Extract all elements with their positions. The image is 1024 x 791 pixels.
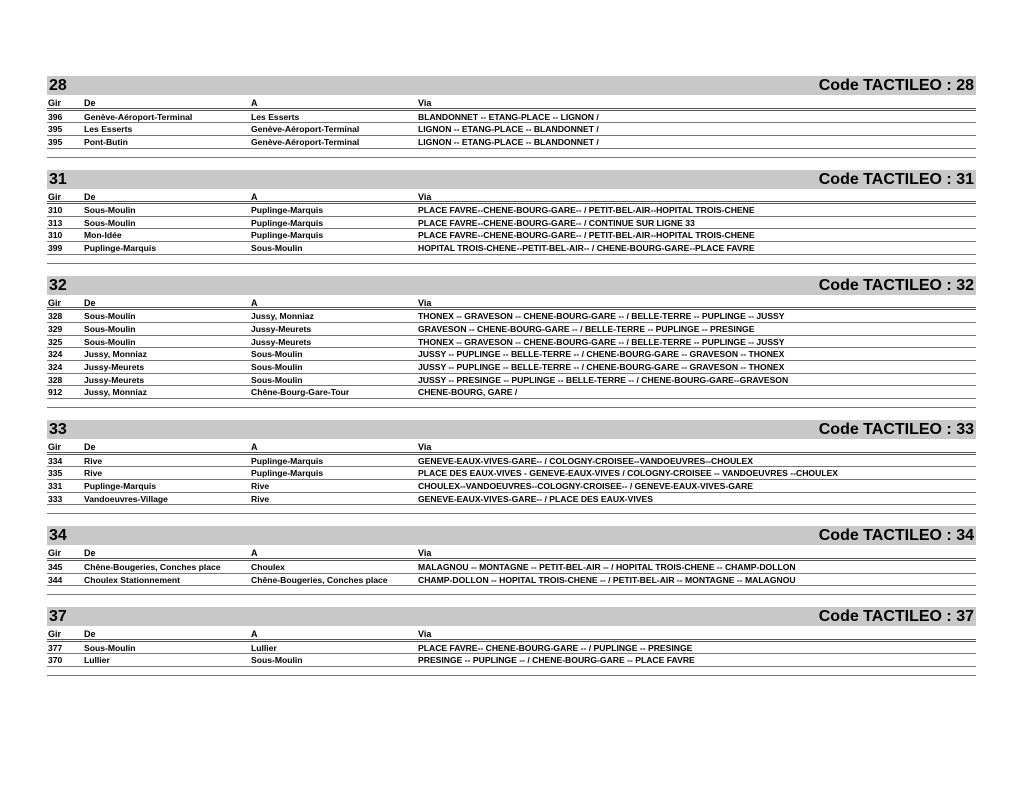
column-header-via: Via (418, 191, 432, 202)
cell-de: Sous-Moulin (84, 217, 136, 228)
cell-a: Puplinge-Marquis (251, 217, 324, 228)
column-header-a: A (251, 548, 258, 559)
cell-gir: 324 (48, 349, 63, 360)
section-divider (47, 667, 976, 676)
column-header-de: De (84, 442, 96, 453)
cell-via: LIGNON -- ETANG-PLACE -- BLANDONNET / (418, 124, 599, 135)
cell-gir: 310 (48, 205, 63, 216)
column-header-gir: Gir (48, 297, 62, 308)
table-header-row (47, 628, 976, 642)
table-row (47, 229, 976, 242)
cell-gir: 313 (48, 217, 63, 228)
cell-a: Puplinge-Marquis (251, 455, 324, 466)
column-header-a: A (251, 297, 258, 308)
column-header-de: De (84, 191, 96, 202)
cell-via: PLACE FAVRE--CHENE-BOURG-GARE-- / CONTINUE SUR LIGNE 33 (418, 217, 695, 228)
line-number: 34 (49, 527, 67, 545)
table-header-row (47, 191, 976, 205)
route-sections (47, 76, 976, 676)
cell-via: CHOULEX--VANDOEUVRES--COLOGNY-CROISEE-- / GENEVE-EAUX-VIVES-GARE (418, 481, 754, 491)
cell-de: Puplinge-Marquis (84, 243, 157, 254)
table-header-row (47, 97, 976, 111)
table-row (47, 561, 976, 574)
line-section (47, 420, 976, 514)
cell-a: Les Esserts (251, 111, 300, 122)
table-row (47, 136, 976, 149)
line-number: 33 (49, 421, 67, 439)
tactileo-code-title: Code TACTILEO : 31 (818, 170, 974, 188)
cell-via: CHAMP-DOLLON -- HOPITAL TROIS-CHENE -- / PETIT-BEL-AIR -- MONTAGNE -- MALAGNOU (418, 574, 796, 585)
table-header-row (47, 441, 976, 455)
cell-via: PLACE FAVRE--CHENE-BOURG-GARE-- / PETIT-BEL-AIR--HOPITAL TROIS-CHENE (418, 205, 755, 216)
table-row (47, 574, 976, 587)
cell-gir: 334 (48, 455, 63, 466)
cell-a: Jussy-Meurets (251, 324, 312, 334)
line-number: 37 (49, 608, 67, 626)
cell-de: Choulex Stationnement (84, 574, 180, 585)
cell-gir: 912 (48, 387, 63, 398)
cell-de: Jussy, Monniaz (84, 349, 147, 360)
table-row (47, 386, 976, 399)
table-row (47, 493, 976, 506)
cell-gir: 328 (48, 311, 63, 322)
cell-via: MALAGNOU -- MONTAGNE -- PETIT-BEL-AIR -- / HOPITAL TROIS-CHENE -- CHAMP-DOLLON (418, 561, 796, 572)
cell-de: Pont-Butin (84, 136, 128, 147)
column-header-a: A (251, 191, 258, 202)
column-header-via: Via (418, 98, 432, 108)
cell-via: GRAVESON -- CHENE-BOURG-GARE -- / BELLE-TERRE -- PUPLINGE -- PRESINGE (418, 324, 755, 334)
column-header-gir: Gir (48, 548, 62, 559)
table-row (47, 348, 976, 361)
tactileo-code-title: Code TACTILEO : 33 (818, 421, 974, 439)
cell-a: Genève-Aéroport-Terminal (251, 124, 360, 135)
section-header-band (47, 420, 976, 439)
cell-via: PLACE FAVRE-- CHENE-BOURG-GARE -- / PUPLINGE -- PRESINGE (418, 642, 693, 653)
section-divider (47, 586, 976, 595)
cell-gir: 399 (48, 243, 63, 254)
cell-de: Sous-Moulin (84, 642, 136, 653)
table-row (47, 323, 976, 336)
table-header-row (47, 297, 976, 311)
cell-via: JUSSY -- PRESINGE -- PUPLINGE -- BELLE-TERRE -- / CHENE-BOURG-GARE--GRAVESON (418, 374, 789, 385)
cell-a: Sous-Moulin (251, 349, 303, 360)
line-number: 32 (49, 276, 67, 294)
cell-gir: 395 (48, 124, 63, 135)
line-section (47, 76, 976, 158)
cell-de: Jussy-Meurets (84, 362, 145, 373)
section-divider (47, 399, 976, 408)
cell-de: Rive (84, 455, 103, 466)
column-header-de: De (84, 297, 96, 308)
cell-gir: 333 (48, 493, 63, 504)
cell-de: Sous-Moulin (84, 205, 136, 216)
column-header-via: Via (418, 548, 432, 559)
cell-a: Chêne-Bougeries, Conches place (251, 574, 388, 585)
cell-gir: 370 (48, 655, 63, 666)
section-header-band (47, 526, 976, 545)
table-row (47, 204, 976, 217)
cell-via: JUSSY -- PUPLINGE -- BELLE-TERRE -- / CHENE-BOURG-GARE -- GRAVESON -- THONEX (418, 362, 785, 373)
line-section (47, 276, 976, 408)
tactileo-code-title: Code TACTILEO : 37 (818, 608, 974, 626)
cell-via: THONEX -- GRAVESON -- CHENE-BOURG-GARE -- / BELLE-TERRE -- PUPLINGE -- JUSSY (418, 311, 785, 322)
cell-a: Rive (251, 481, 270, 491)
table-row (47, 123, 976, 136)
cell-via: THONEX -- GRAVESON -- CHENE-BOURG-GARE -- / BELLE-TERRE -- PUPLINGE -- JUSSY (418, 336, 785, 347)
cell-gir: 395 (48, 136, 63, 147)
cell-a: Sous-Moulin (251, 362, 303, 373)
section-divider (47, 255, 976, 264)
table-row (47, 480, 976, 493)
cell-de: Genève-Aéroport-Terminal (84, 111, 193, 122)
tactileo-code-title: Code TACTILEO : 32 (818, 276, 974, 294)
cell-de: Chêne-Bougeries, Conches place (84, 561, 221, 572)
tactileo-code-title: Code TACTILEO : 34 (818, 527, 974, 545)
cell-via: JUSSY -- PUPLINGE -- BELLE-TERRE -- / CHENE-BOURG-GARE -- GRAVESON -- THONEX (418, 349, 785, 360)
cell-de: Sous-Moulin (84, 311, 136, 322)
table-row (47, 310, 976, 323)
column-header-de: De (84, 548, 96, 559)
cell-via: GENEVE-EAUX-VIVES-GARE-- / COLOGNY-CROISEE--VANDOEUVRES--CHOULEX (418, 455, 754, 466)
table-row (47, 374, 976, 387)
column-header-gir: Gir (48, 191, 62, 202)
cell-via: PRESINGE -- PUPLINGE -- / CHENE-BOURG-GARE -- PLACE FAVRE (418, 655, 695, 666)
cell-de: Sous-Moulin (84, 336, 136, 347)
cell-via: PLACE DES EAUX-VIVES - GENEVE-EAUX-VIVES / COLOGNY-CROISEE -- VANDOEUVRES --CHOULEX (418, 468, 839, 479)
cell-via: CHENE-BOURG, GARE / (418, 387, 518, 398)
cell-de: Vandoeuvres-Village (84, 493, 168, 504)
column-header-a: A (251, 442, 258, 453)
table-row (47, 361, 976, 374)
cell-gir: 328 (48, 374, 63, 385)
cell-a: Sous-Moulin (251, 374, 303, 385)
section-divider (47, 505, 976, 514)
section-header-band (47, 170, 976, 189)
section-header-band (47, 607, 976, 626)
cell-de: Les Esserts (84, 124, 133, 135)
tactileo-code-title: Code TACTILEO : 28 (818, 77, 974, 94)
table-row (47, 242, 976, 255)
cell-gir: 344 (48, 574, 63, 585)
cell-a: Lullier (251, 642, 277, 653)
cell-a: Jussy, Monniaz (251, 311, 314, 322)
cell-de: Jussy, Monniaz (84, 387, 147, 398)
cell-via: HOPITAL TROIS-CHENE--PETIT-BEL-AIR-- / CHENE-BOURG-GARE--PLACE FAVRE (418, 243, 755, 254)
cell-a: Jussy-Meurets (251, 336, 312, 347)
cell-via: GENEVE-EAUX-VIVES-GARE-- / PLACE DES EAUX-VIVES (418, 493, 653, 504)
cell-a: Puplinge-Marquis (251, 230, 324, 241)
cell-de: Mon-Idée (84, 230, 122, 241)
column-header-a: A (251, 629, 258, 640)
line-section (47, 526, 976, 595)
table-row (47, 654, 976, 667)
cell-gir: 335 (48, 468, 63, 479)
cell-gir: 329 (48, 324, 63, 334)
cell-de: Puplinge-Marquis (84, 481, 157, 491)
column-header-a: A (251, 98, 258, 108)
cell-gir: 377 (48, 642, 63, 653)
column-header-gir: Gir (48, 98, 62, 108)
cell-a: Chêne-Bourg-Gare-Tour (251, 387, 350, 398)
column-header-gir: Gir (48, 442, 62, 453)
line-number: 28 (49, 77, 67, 94)
cell-a: Choulex (251, 561, 285, 572)
column-header-de: De (84, 98, 96, 108)
cell-gir: 324 (48, 362, 63, 373)
cell-de: Jussy-Meurets (84, 374, 145, 385)
cell-a: Puplinge-Marquis (251, 468, 324, 479)
cell-via: BLANDONNET -- ETANG-PLACE -- LIGNON / (418, 111, 599, 122)
table-row (47, 217, 976, 230)
column-header-gir: Gir (48, 629, 62, 640)
cell-a: Puplinge-Marquis (251, 205, 324, 216)
table-row (47, 455, 976, 468)
cell-via: LIGNON -- ETANG-PLACE -- BLANDONNET / (418, 136, 599, 147)
cell-gir: 396 (48, 111, 63, 122)
section-divider (47, 149, 976, 158)
cell-de: Rive (84, 468, 103, 479)
table-header-row (47, 547, 976, 561)
line-section (47, 170, 976, 264)
table-row (47, 642, 976, 655)
column-header-via: Via (418, 442, 432, 453)
line-section (47, 607, 976, 676)
table-row (47, 111, 976, 124)
cell-de: Lullier (84, 655, 110, 666)
section-header-band (47, 76, 976, 95)
cell-via: PLACE FAVRE--CHENE-BOURG-GARE-- / PETIT-BEL-AIR--HOPITAL TROIS-CHENE (418, 230, 755, 241)
cell-gir: 331 (48, 481, 63, 491)
column-header-de: De (84, 629, 96, 640)
cell-a: Rive (251, 493, 270, 504)
cell-a: Sous-Moulin (251, 655, 303, 666)
table-row (47, 467, 976, 480)
cell-a: Genève-Aéroport-Terminal (251, 136, 360, 147)
line-number: 31 (49, 170, 67, 188)
cell-de: Sous-Moulin (84, 324, 136, 334)
section-header-band (47, 276, 976, 295)
cell-gir: 345 (48, 561, 63, 572)
cell-a: Sous-Moulin (251, 243, 303, 254)
cell-gir: 310 (48, 230, 63, 241)
column-header-via: Via (418, 629, 432, 640)
column-header-via: Via (418, 297, 432, 308)
cell-gir: 325 (48, 336, 63, 347)
table-row (47, 336, 976, 349)
